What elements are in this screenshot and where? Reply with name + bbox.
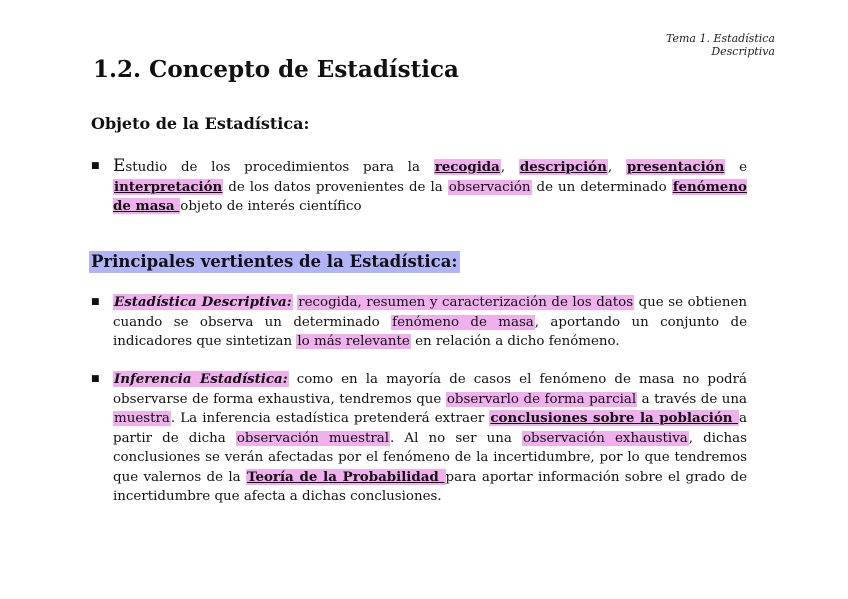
highlight-interpretacion: interpretación (114, 178, 223, 195)
bullet-marker: ■ (91, 297, 100, 307)
text-run: de un determinado (531, 179, 672, 195)
text-run: , dichas conclusiones se verán afectadas por el fenómeno de la incertidumbre, por lo que tendremos que valernos de la (113, 430, 747, 485)
descriptiva-bullet (91, 293, 747, 352)
highlight-teoria-probabilidad: Teoría de la Probabilidad (247, 468, 445, 485)
text-run: . La inferencia estadística pretenderá extraer (170, 411, 490, 426)
highlight-forma-parcial: observarlo de forma parcial (446, 391, 637, 407)
inferencia-bullet (91, 370, 748, 507)
text-run: a partir de dicha (113, 411, 748, 446)
highlight-recogida-resumen: recogida, resumen y caracterización de los datos (298, 295, 634, 310)
highlight-conclusiones-poblacion: conclusiones sobre la población (490, 410, 739, 426)
highlight-observacion-exhaustiva: observación exhaustiva (523, 430, 688, 446)
highlight-muestra: muestra (114, 411, 170, 426)
text-run: . Al no ser una (390, 430, 522, 446)
text-run: en relación a dicho fenómeno. (410, 334, 620, 349)
text-run: que se obtienen cuando se observa un determinado (113, 295, 747, 330)
highlight-mas-relevante: lo más relevante (297, 334, 410, 349)
text-run: e (725, 160, 748, 175)
text-run: studio de los procedimientos para la (125, 160, 434, 175)
text-run: , (607, 160, 626, 175)
highlight-fenomeno-masa: fenómeno de masa (113, 178, 747, 214)
objeto-heading: Objeto de la Estadística: (91, 114, 310, 133)
highlight-observacion: observación (448, 179, 531, 195)
drop-letter: E (113, 156, 126, 176)
text-run: , (500, 160, 519, 175)
vertientes-heading: Principales vertientes de la Estadística: (91, 252, 458, 271)
bullet-marker: ■ (91, 161, 100, 171)
text-run: como en la mayoría de casos el fenómeno de masa no podrá observarse de forma exhaustiva, tendremos que (113, 372, 747, 407)
highlight-fenomeno-masa: fenómeno de masa (392, 314, 534, 330)
highlight-descripcion: descripción (519, 159, 607, 175)
text-run: , aportando un conjunto de indicadores que sintetizan (113, 314, 747, 349)
text-run: para aportar información sobre el grado de incertidumbre que afecta a dichas conclusiones. (113, 469, 747, 504)
text-run: a través de una (637, 391, 747, 407)
term-inferencia: Inferencia Estadística: (114, 371, 288, 387)
objeto-bullet (91, 156, 748, 217)
bullet-marker: ■ (91, 374, 100, 384)
highlight-recogida: recogida (434, 159, 500, 175)
text-run: objeto de interés científico (180, 199, 362, 214)
highlight-presentacion: presentación (626, 159, 725, 175)
page-title: 1.2. Concepto de Estadística (93, 56, 459, 83)
text-run: de los datos provenientes de la (223, 179, 448, 195)
running-header: Tema 1. Estadística Descriptiva (666, 32, 775, 58)
term-descriptiva: Estadística Descriptiva: (114, 294, 292, 310)
highlight-observacion-muestral: observación muestral (236, 430, 390, 446)
